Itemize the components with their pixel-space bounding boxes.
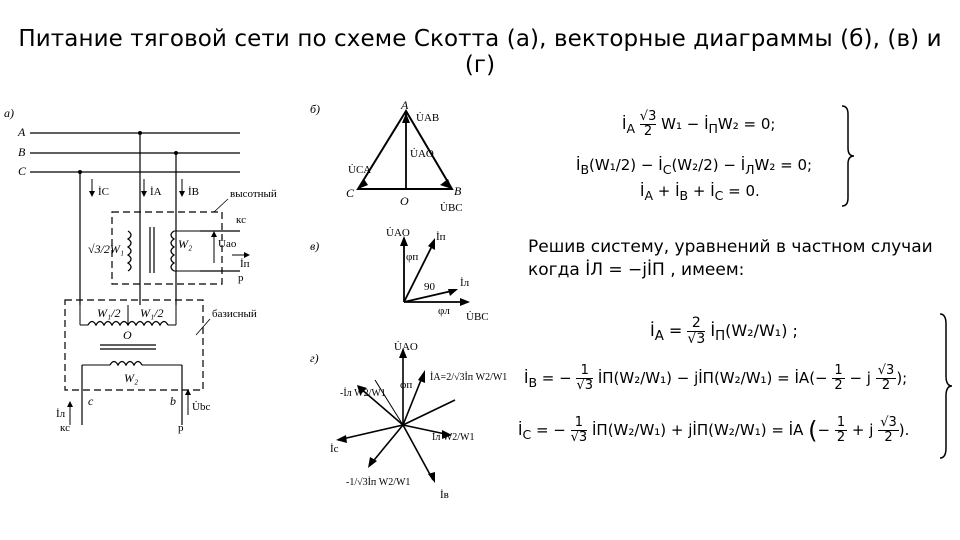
ubc-label-b: U̇BC	[440, 202, 463, 214]
system1-brace	[838, 104, 858, 208]
o-label-a: O	[123, 328, 132, 342]
ip-label-v: İп	[436, 231, 446, 243]
vertex-c-label: C	[346, 186, 355, 200]
ic-label-g: İc	[330, 443, 339, 455]
ubc-label-v: U̇BC	[466, 311, 489, 323]
current-label-ic: İC	[98, 186, 109, 198]
panel-label-a: а)	[4, 106, 14, 120]
bus-label-c: C	[18, 164, 27, 178]
system2-eq-b: $İ_B$ = − $\frac{1}{√3}$ İП(W₂/W₁) − jİП(W₂/W₁) = İA(− $\frac{1}{2}$ − j $\frac{√3}{2}$ );	[524, 363, 908, 393]
system2-eq-c: $İ_C$ = − $\frac{1}{√3}$ İП(W₂/W₁) + jİП(W₂/W₁) = İA (− $\frac{1}{2}$ + j $\frac{√3}{2}$ ).	[518, 415, 910, 445]
neg-ip-label-g: -1/√3İп W2/W1	[346, 477, 411, 488]
base-label: базисный	[212, 308, 257, 320]
phi-p-label-v: φп	[406, 251, 419, 263]
uao-label-v: U̇AO	[386, 227, 410, 239]
il-label-a: İл	[56, 408, 66, 420]
equation-system-1	[560, 104, 860, 214]
uao-label-a: U̇ао	[218, 238, 237, 250]
phi-l-label-v: φл	[438, 305, 450, 317]
bus-label-b: B	[18, 145, 26, 159]
ip-label-a: İп	[240, 258, 250, 270]
current-label-ia: İA	[150, 186, 162, 198]
phase-angle-diagram	[300, 220, 500, 345]
system1-eq1: $İ_A$ $\frac{√3}{2}$ $W_1 - İ_ПW_2 = 0$;	[622, 109, 776, 139]
center-o-label: O	[400, 194, 409, 208]
panel-label-g: г)	[310, 351, 319, 365]
slide-title: Питание тяговой сети по схеме Скотта (а), векторные диаграммы (б), (в) и (г)	[18, 26, 942, 78]
neg-il-label-g: -İл W2/W1	[340, 388, 386, 399]
w1-root-label: √3/2W₁	[88, 242, 125, 256]
half-w1-left-label: W₁/2	[97, 306, 121, 320]
w2-label: W₂	[178, 237, 193, 251]
vertex-b-label: B	[454, 184, 462, 198]
angle-90-label: 90	[424, 281, 435, 293]
system1-eq2: $İ_B(W_1/2)$ − $İ_C(W_2/2)$ − $İ_ЛW_2 = 0$;	[576, 156, 813, 177]
triangle-vector-diagram	[300, 95, 500, 215]
ks-top-label: кс	[236, 214, 246, 226]
solution-paragraph	[528, 236, 948, 282]
half-w1-right-label: W₁/2	[140, 306, 164, 320]
uab-label: U̇AB	[416, 112, 440, 124]
il-label-g: İл W2/W1	[432, 432, 475, 443]
star-vector-diagram	[300, 340, 510, 505]
p-bottom-label: р	[178, 422, 184, 434]
system2-eq-a: $İ_A$ = $\frac{2}{√3}$ $İ_П(W_2/W_1)$ ;	[650, 315, 798, 347]
uao-label-g: U̇AO	[394, 341, 418, 353]
il-label-v: İл	[460, 277, 470, 289]
ib-label-g: İв	[440, 489, 449, 501]
p-top-label: р	[238, 272, 244, 284]
bus-label-a: A	[18, 125, 26, 139]
vertex-a-label: A	[401, 98, 409, 112]
system1-eq3: $İ_A$ + $İ_B$ + $İ_C = 0$.	[640, 182, 760, 203]
panel-label-v: в)	[310, 239, 320, 253]
paragraph-line-2: когда İЛ = −jİП , имеем:	[528, 260, 745, 280]
ks-bottom-label: кс	[60, 422, 70, 434]
panel-label-b: б)	[310, 102, 321, 116]
paragraph-line-1: Решив систему, уравнений в частном случаи	[528, 237, 933, 257]
current-label-ib: İB	[188, 186, 199, 198]
ubc-label-a: U̇bc	[192, 401, 211, 413]
uao-label-b: U̇AO	[410, 148, 434, 160]
b-node-label: b	[170, 394, 176, 408]
c-node-label: c	[88, 394, 94, 408]
uca-label: U̇CA	[348, 164, 372, 176]
system2-brace	[936, 312, 956, 460]
phi-p-label-g: φп	[400, 379, 413, 391]
ia-label-g: İA=2/√3İп W2/W1	[430, 372, 508, 383]
scott-circuit-diagram	[0, 95, 300, 445]
high-voltage-label: высотный	[230, 188, 277, 200]
w2-bottom-label: W₂	[124, 371, 139, 385]
